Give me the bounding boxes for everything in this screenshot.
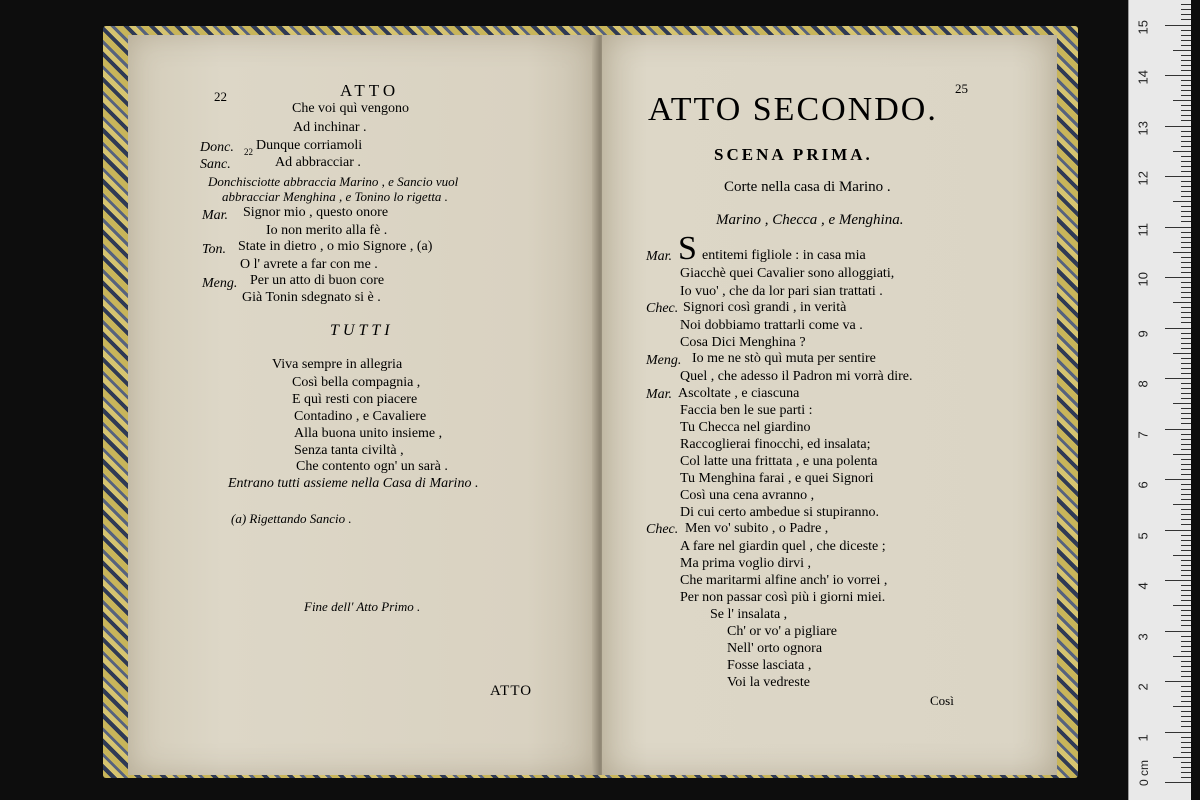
ruler-tick bbox=[1181, 292, 1191, 293]
ruler-tick bbox=[1181, 19, 1191, 20]
ruler-tick bbox=[1181, 519, 1191, 520]
ruler-tick bbox=[1181, 35, 1191, 36]
verse-line: Alla buona unito insieme , bbox=[294, 426, 443, 441]
ruler-tick bbox=[1181, 95, 1191, 96]
ruler-tick bbox=[1181, 545, 1191, 546]
verse-line: E quì resti con piacere bbox=[292, 392, 418, 407]
ruler-tick bbox=[1181, 560, 1191, 561]
ruler-tick bbox=[1173, 252, 1191, 253]
ruler-number: 5 bbox=[1135, 531, 1151, 539]
verse-line: Ascoltate , e ciascuna bbox=[678, 386, 800, 401]
ruler-tick bbox=[1181, 711, 1191, 712]
ruler-tick bbox=[1181, 610, 1191, 611]
catchword: Così bbox=[930, 693, 954, 708]
ruler-tick bbox=[1181, 161, 1191, 162]
ruler-tick bbox=[1181, 257, 1191, 258]
ruler-tick bbox=[1181, 625, 1191, 626]
ruler-tick bbox=[1181, 565, 1191, 566]
verse-line: Cosa Dici Menghina ? bbox=[680, 335, 806, 350]
ruler-tick bbox=[1181, 9, 1191, 10]
ruler-tick bbox=[1165, 580, 1191, 581]
verse-line: State in dietro , o mio Signore , (a) bbox=[238, 239, 433, 254]
ruler-tick bbox=[1181, 464, 1191, 465]
scene-heading: SCENA PRIMA. bbox=[714, 145, 873, 164]
verse-line: Ch' or vo' a pigliare bbox=[727, 624, 838, 639]
ruler-tick bbox=[1173, 353, 1191, 354]
ruler-tick bbox=[1181, 363, 1191, 364]
ruler-tick bbox=[1181, 358, 1191, 359]
ruler-tick bbox=[1181, 322, 1191, 323]
ruler-unit: 0 cm bbox=[1137, 759, 1152, 787]
ruler-tick bbox=[1181, 262, 1191, 263]
ruler-tick bbox=[1181, 686, 1191, 687]
ruler-tick bbox=[1181, 469, 1191, 470]
verse-line: Col latte una frittata , e una polenta bbox=[680, 454, 878, 469]
ruler-tick bbox=[1181, 343, 1191, 344]
verse-line: Per un atto di buon core bbox=[250, 273, 385, 288]
ruler-tick bbox=[1165, 75, 1191, 76]
ruler-tick bbox=[1181, 297, 1191, 298]
ruler-tick bbox=[1181, 595, 1191, 596]
ruler-tick bbox=[1181, 282, 1191, 283]
ruler-tick bbox=[1181, 307, 1191, 308]
ruler-tick bbox=[1181, 721, 1191, 722]
verse-line: Faccia ben le sue parti : bbox=[680, 403, 813, 418]
verse-line: Io vuo' , che da lor pari sian trattati . bbox=[680, 284, 883, 299]
ruler-tick bbox=[1181, 459, 1191, 460]
ruler-tick bbox=[1181, 60, 1191, 61]
ruler-tick bbox=[1173, 454, 1191, 455]
speaker-name: Meng. bbox=[202, 276, 238, 291]
ruler-tick bbox=[1181, 186, 1191, 187]
verse-line: Noi dobbiamo trattarli come va . bbox=[680, 318, 863, 333]
verse-line: Che maritarmi alfine anch' io vorrei , bbox=[680, 573, 888, 588]
verse-line: Tu Menghina farai , e quei Signori bbox=[680, 471, 874, 486]
ruler-tick bbox=[1181, 383, 1191, 384]
ruler-tick bbox=[1181, 535, 1191, 536]
footnote: (a) Rigettando Sancio . bbox=[231, 511, 352, 526]
ruler-tick bbox=[1181, 232, 1191, 233]
ruler-tick bbox=[1181, 40, 1191, 41]
ruler-tick bbox=[1173, 504, 1191, 505]
ruler-tick bbox=[1181, 242, 1191, 243]
ruler-tick bbox=[1181, 762, 1191, 763]
ruler-tick bbox=[1181, 646, 1191, 647]
ruler-tick bbox=[1181, 136, 1191, 137]
ruler-tick bbox=[1173, 201, 1191, 202]
ruler-tick bbox=[1181, 221, 1191, 222]
ruler-tick bbox=[1181, 333, 1191, 334]
ruler-tick bbox=[1165, 479, 1191, 480]
verse-line: Ad inchinar . bbox=[293, 120, 367, 135]
ruler-number: 3 bbox=[1135, 632, 1151, 640]
ruler-tick bbox=[1181, 267, 1191, 268]
drop-cap: S bbox=[678, 230, 697, 267]
ruler-tick bbox=[1165, 176, 1191, 177]
ruler-tick bbox=[1181, 4, 1191, 5]
ruler-tick bbox=[1181, 30, 1191, 31]
ruler-number: 11 bbox=[1135, 222, 1151, 236]
verse-line: Ad abbracciar . bbox=[275, 155, 361, 170]
ruler-number: 13 bbox=[1135, 120, 1151, 135]
verse-line: A fare nel giardin quel , che diceste ; bbox=[680, 539, 886, 554]
ruler-tick bbox=[1181, 671, 1191, 672]
verse-line: Già Tonin sdegnato si è . bbox=[242, 290, 381, 305]
verse-line: Di cui certo ambedue si stupiranno. bbox=[680, 505, 880, 520]
ruler-number: 1 bbox=[1135, 733, 1151, 741]
verse-line: Contadino , e Cavaliere bbox=[294, 409, 427, 424]
ruler-tick bbox=[1181, 14, 1191, 15]
speaker-name: Mar. bbox=[646, 387, 673, 402]
ruler-tick bbox=[1181, 45, 1191, 46]
ruler-number: 6 bbox=[1135, 481, 1151, 489]
ruler-tick bbox=[1181, 661, 1191, 662]
ruler-tick bbox=[1165, 429, 1191, 430]
ruler-tick bbox=[1173, 605, 1191, 606]
ruler-tick bbox=[1181, 484, 1191, 485]
measurement-ruler bbox=[1128, 0, 1191, 800]
ruler-tick bbox=[1181, 80, 1191, 81]
ruler-tick bbox=[1181, 398, 1191, 399]
chorus-heading: TUTTI bbox=[330, 322, 394, 339]
speaker-name: Donc. bbox=[200, 140, 234, 155]
ruler-tick bbox=[1181, 196, 1191, 197]
ruler-tick bbox=[1181, 216, 1191, 217]
ruler-tick bbox=[1181, 494, 1191, 495]
verse-line: Raccoglierai finocchi, ed insalata; bbox=[680, 437, 871, 452]
page-number: 22 bbox=[214, 89, 227, 104]
ruler-tick bbox=[1181, 696, 1191, 697]
verse-line: Signori così grandi , in verità bbox=[683, 300, 847, 315]
ruler-tick bbox=[1181, 489, 1191, 490]
verse-line: Se l' insalata , bbox=[710, 607, 788, 622]
verse-line: Così una cena avranno , bbox=[680, 488, 815, 503]
margin-number: 22 bbox=[244, 147, 253, 157]
ruler-tick bbox=[1173, 302, 1191, 303]
ruler-tick bbox=[1181, 206, 1191, 207]
speaker-name: Mar. bbox=[202, 208, 229, 223]
verse-line: Io me ne stò quì muta per sentire bbox=[692, 351, 876, 366]
ruler-tick bbox=[1181, 737, 1191, 738]
ruler-number: 14 bbox=[1135, 70, 1151, 85]
scene-characters: Marino , Checca , e Menghina. bbox=[716, 212, 904, 228]
ruler-tick bbox=[1181, 146, 1191, 147]
ruler-tick bbox=[1181, 590, 1191, 591]
ruler-tick bbox=[1165, 227, 1191, 228]
ruler-tick bbox=[1173, 403, 1191, 404]
ruler-tick bbox=[1173, 656, 1191, 657]
verse-line: Dunque corriamoli bbox=[256, 138, 363, 153]
ruler-number: 15 bbox=[1135, 19, 1151, 34]
ruler-tick bbox=[1181, 499, 1191, 500]
ruler-tick bbox=[1173, 151, 1191, 152]
act-end: Fine dell' Atto Primo . bbox=[304, 599, 421, 614]
ruler-tick bbox=[1181, 444, 1191, 445]
ruler-tick bbox=[1181, 701, 1191, 702]
ruler-tick bbox=[1181, 408, 1191, 409]
ruler-tick bbox=[1181, 141, 1191, 142]
verse-line: entitemi figliole : in casa mia bbox=[702, 248, 866, 263]
ruler-tick bbox=[1165, 631, 1191, 632]
act-title: ATTO SECONDO. bbox=[648, 91, 938, 128]
verse-line: Per non passar così più i giorni miei. bbox=[680, 590, 886, 605]
ruler-tick bbox=[1181, 615, 1191, 616]
ruler-tick bbox=[1181, 90, 1191, 91]
ruler-tick bbox=[1181, 752, 1191, 753]
ruler-tick bbox=[1181, 120, 1191, 121]
ruler-tick bbox=[1165, 277, 1191, 278]
ruler-tick bbox=[1181, 247, 1191, 248]
ruler-tick bbox=[1181, 449, 1191, 450]
ruler-tick bbox=[1181, 105, 1191, 106]
ruler-tick bbox=[1181, 742, 1191, 743]
ruler-number: 4 bbox=[1135, 582, 1151, 590]
ruler-tick bbox=[1181, 550, 1191, 551]
ruler-tick bbox=[1165, 681, 1191, 682]
speaker-name: Ton. bbox=[202, 242, 227, 257]
ruler-tick bbox=[1173, 757, 1191, 758]
stage-direction: abbracciar Menghina , e Tonino lo rigetta . bbox=[222, 189, 448, 204]
verse-line: Senza tanta civiltà , bbox=[294, 443, 404, 458]
ruler-tick bbox=[1181, 348, 1191, 349]
ruler-tick bbox=[1181, 110, 1191, 111]
ruler-tick bbox=[1181, 317, 1191, 318]
ruler-tick bbox=[1165, 25, 1191, 26]
ruler-tick bbox=[1181, 368, 1191, 369]
ruler-tick bbox=[1173, 50, 1191, 51]
ruler-tick bbox=[1181, 636, 1191, 637]
ruler-tick bbox=[1181, 418, 1191, 419]
ruler-tick bbox=[1181, 651, 1191, 652]
ruler-tick bbox=[1181, 55, 1191, 56]
ruler-number: 12 bbox=[1135, 171, 1151, 186]
ruler-tick bbox=[1181, 70, 1191, 71]
ruler-tick bbox=[1181, 620, 1191, 621]
ruler-tick bbox=[1165, 530, 1191, 531]
ruler-tick bbox=[1165, 378, 1191, 379]
verse-line: Giacchè quei Cavalier sono alloggiati, bbox=[680, 266, 895, 281]
ruler-number: 7 bbox=[1135, 430, 1151, 438]
ruler-tick bbox=[1165, 126, 1191, 127]
verse-line: Nell' orto ognora bbox=[727, 641, 823, 656]
stage-direction: Entrano tutti assieme nella Casa di Marino . bbox=[228, 476, 479, 491]
ruler-tick bbox=[1181, 388, 1191, 389]
ruler-tick bbox=[1181, 666, 1191, 667]
verse-line: Signor mio , questo onore bbox=[243, 205, 389, 220]
ruler-number: 8 bbox=[1135, 380, 1151, 388]
ruler-number: 9 bbox=[1135, 329, 1151, 337]
ruler-tick bbox=[1181, 393, 1191, 394]
ruler-tick bbox=[1181, 115, 1191, 116]
ruler-tick bbox=[1181, 600, 1191, 601]
verse-line: Che voi quì vengono bbox=[292, 101, 410, 116]
ruler-tick bbox=[1173, 555, 1191, 556]
stage-direction: Donchisciotte abbraccia Marino , e Sancio vuol bbox=[208, 174, 459, 189]
ruler-tick bbox=[1181, 726, 1191, 727]
ruler-tick bbox=[1181, 514, 1191, 515]
verse-line: Che contento ogn' un sarà . bbox=[296, 459, 448, 474]
ruler-tick bbox=[1181, 287, 1191, 288]
speaker-name: Meng. bbox=[646, 353, 682, 368]
ruler-tick bbox=[1181, 171, 1191, 172]
verse-line: Men vo' subito , o Padre , bbox=[685, 521, 829, 536]
running-head: ATTO bbox=[340, 81, 400, 100]
ruler-tick bbox=[1165, 782, 1191, 783]
ruler-tick bbox=[1181, 747, 1191, 748]
verse-line: Tu Checca nel giardino bbox=[680, 420, 811, 435]
speaker-name: Chec. bbox=[646, 522, 679, 537]
ruler-tick bbox=[1181, 65, 1191, 66]
ruler-tick bbox=[1181, 312, 1191, 313]
verse-line: O l' avrete a far con me . bbox=[240, 257, 378, 272]
ruler-tick bbox=[1181, 777, 1191, 778]
ruler-tick bbox=[1181, 570, 1191, 571]
speaker-name: Chec. bbox=[646, 301, 679, 316]
ruler-tick bbox=[1173, 100, 1191, 101]
verse-line: Viva sempre in allegria bbox=[272, 357, 403, 372]
ruler-tick bbox=[1165, 328, 1191, 329]
ruler-tick bbox=[1173, 706, 1191, 707]
page-number: 25 bbox=[955, 81, 968, 96]
ruler-tick bbox=[1181, 772, 1191, 773]
verse-line: Io non merito alla fè . bbox=[266, 223, 388, 238]
ruler-tick bbox=[1181, 211, 1191, 212]
verse-line: Fosse lasciata , bbox=[727, 658, 812, 673]
ruler-tick bbox=[1181, 237, 1191, 238]
ruler-tick bbox=[1181, 575, 1191, 576]
ruler-tick bbox=[1181, 156, 1191, 157]
ruler-tick bbox=[1181, 585, 1191, 586]
ruler-tick bbox=[1181, 676, 1191, 677]
ruler-tick bbox=[1181, 509, 1191, 510]
ruler-tick bbox=[1181, 423, 1191, 424]
ruler-tick bbox=[1181, 439, 1191, 440]
verse-line: Ma prima voglio dirvi , bbox=[680, 556, 812, 571]
verse-line: Voi la vedreste bbox=[727, 675, 810, 690]
catchword: ATTO bbox=[490, 683, 533, 699]
ruler-tick bbox=[1181, 338, 1191, 339]
ruler-tick bbox=[1181, 166, 1191, 167]
ruler-number: 2 bbox=[1135, 683, 1151, 691]
verse-line: Così bella compagnia , bbox=[292, 375, 421, 390]
scene-setting: Corte nella casa di Marino . bbox=[724, 179, 891, 195]
speaker-name: Sanc. bbox=[200, 157, 231, 172]
ruler-number: 10 bbox=[1135, 272, 1151, 287]
ruler-tick bbox=[1181, 181, 1191, 182]
ruler-tick bbox=[1181, 641, 1191, 642]
ruler-tick bbox=[1181, 373, 1191, 374]
ruler-tick bbox=[1181, 474, 1191, 475]
ruler-tick bbox=[1181, 131, 1191, 132]
ruler-tick bbox=[1181, 191, 1191, 192]
ruler-tick bbox=[1181, 524, 1191, 525]
ruler-tick bbox=[1181, 540, 1191, 541]
ruler-tick bbox=[1181, 434, 1191, 435]
ruler-tick bbox=[1181, 413, 1191, 414]
ruler-tick bbox=[1181, 716, 1191, 717]
verse-line: Quel , che adesso il Padron mi vorrà dire. bbox=[680, 369, 913, 384]
ruler-tick bbox=[1181, 691, 1191, 692]
ruler-tick bbox=[1181, 85, 1191, 86]
ruler-tick bbox=[1165, 732, 1191, 733]
ruler-tick bbox=[1181, 272, 1191, 273]
ruler-tick bbox=[1181, 767, 1191, 768]
speaker-name: Mar. bbox=[646, 249, 673, 264]
